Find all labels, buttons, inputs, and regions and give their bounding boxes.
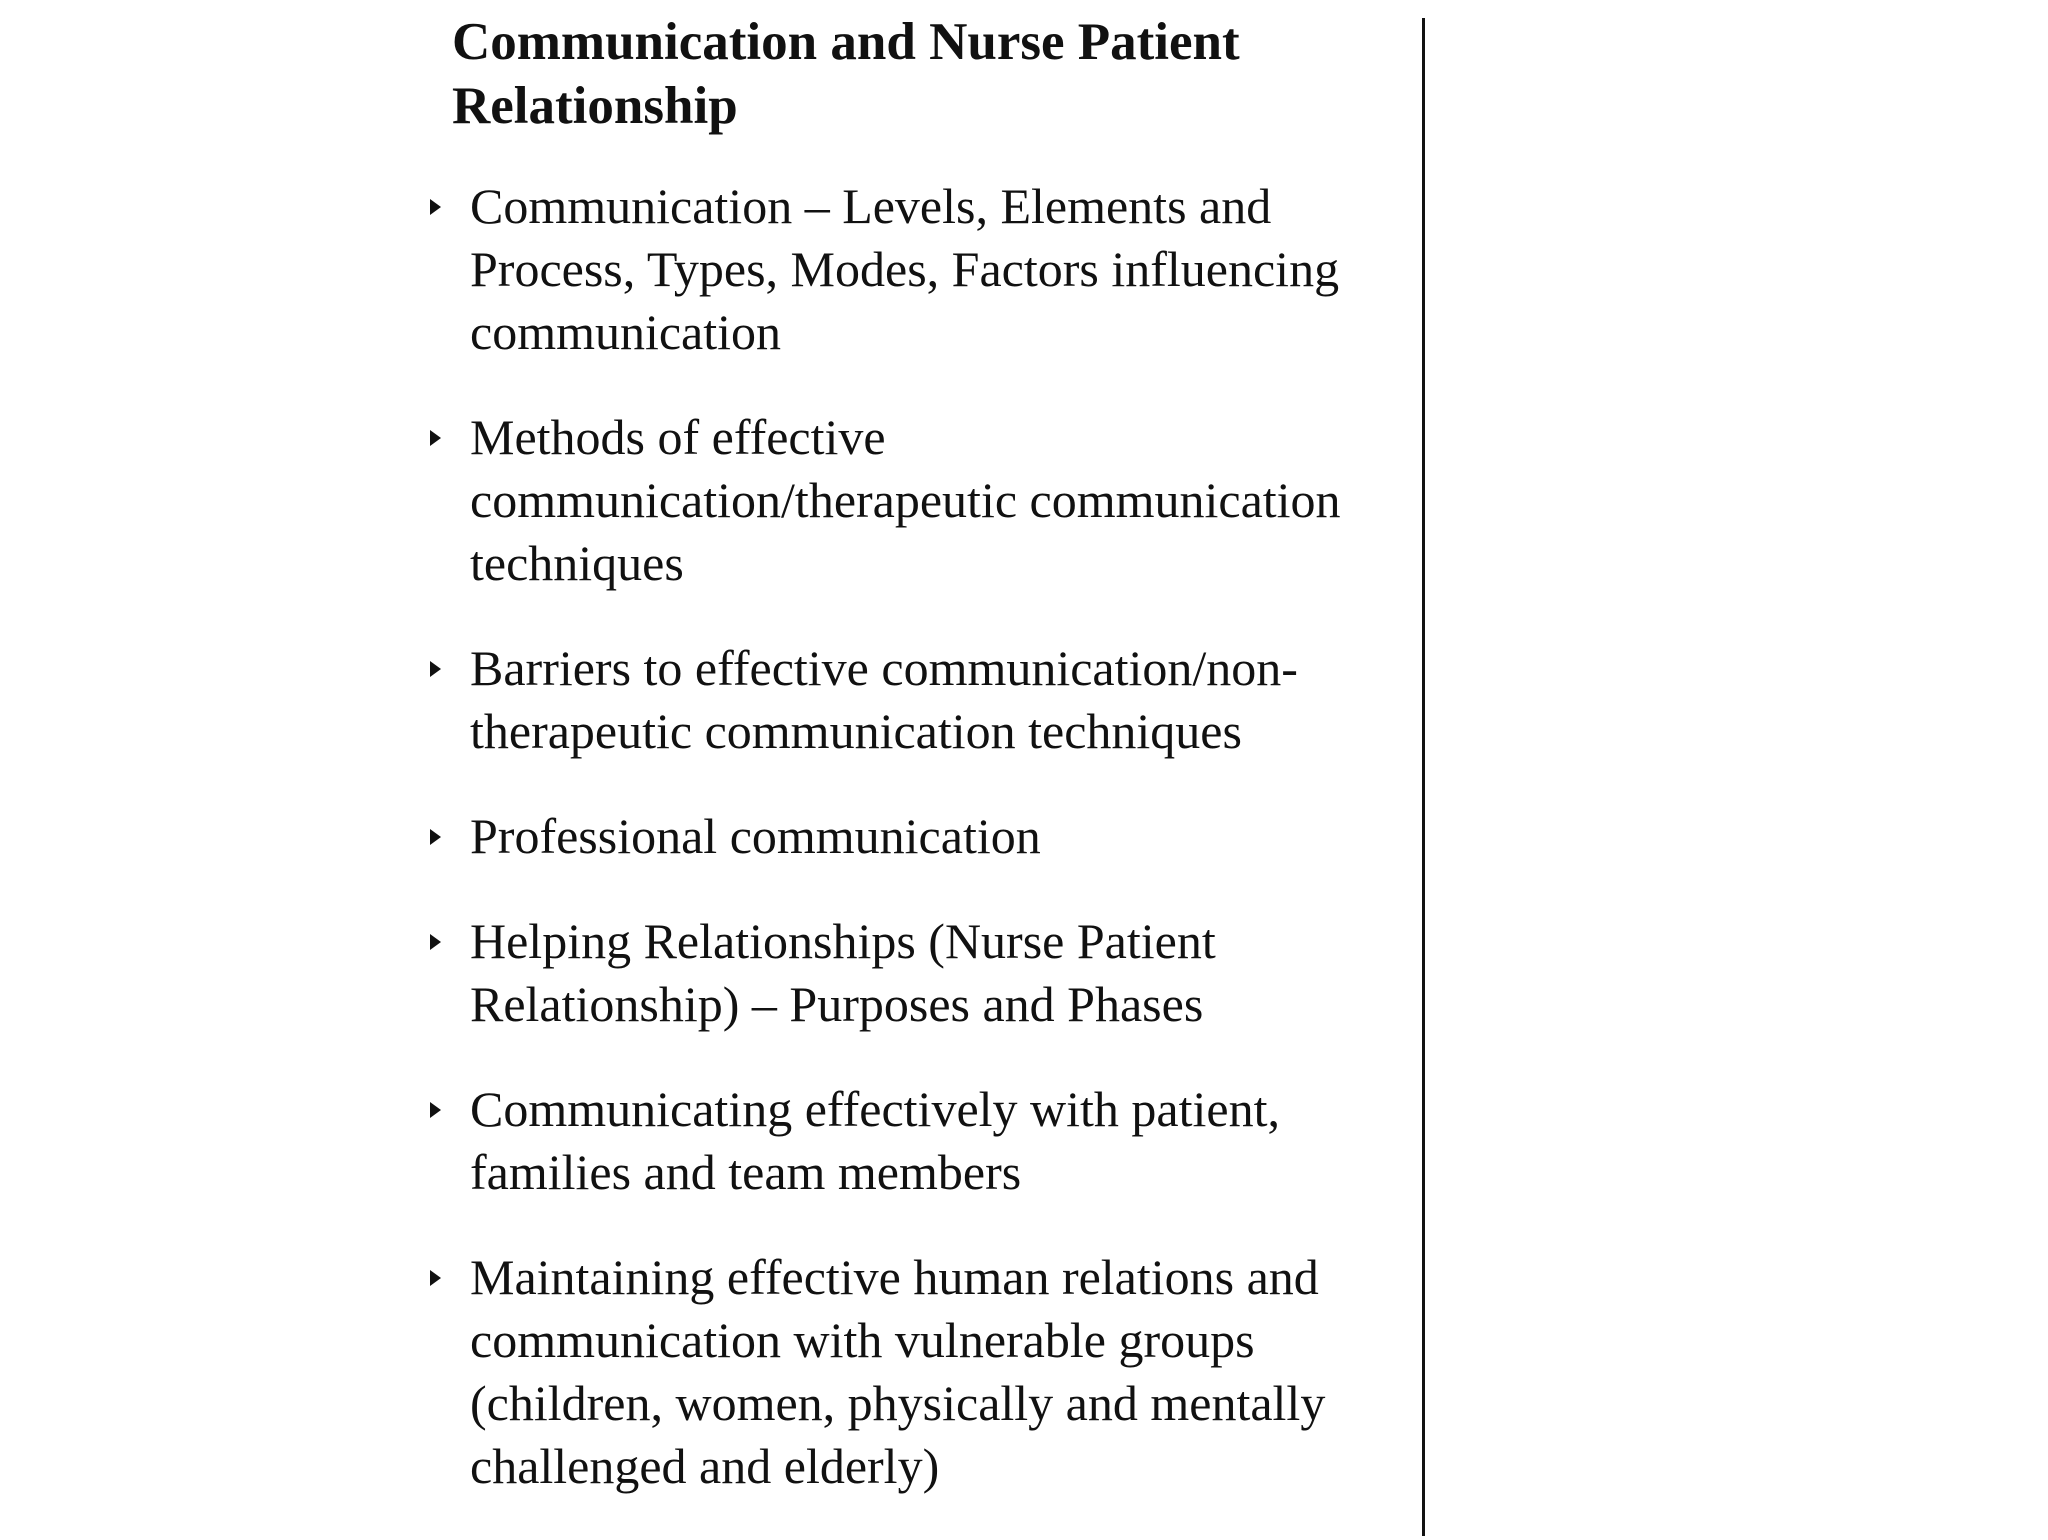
list-item: [430, 1246, 1420, 1498]
list-item-text: Barriers to effective communication/non-therapeutic communication techniques: [470, 640, 1298, 759]
column-divider: [1422, 18, 1425, 1536]
list-item: [430, 910, 1420, 1036]
list-item-text: Communicating effectively with patient, families and team members: [470, 1081, 1280, 1200]
section-heading: Communication and Nurse Patient Relationship: [452, 13, 1240, 135]
bullet-icon: [430, 430, 441, 446]
bullet-icon: [430, 1102, 441, 1118]
bullet-icon: [430, 661, 441, 677]
list-item: [430, 637, 1420, 763]
list-item-text: Helping Relationships (Nurse Patient Relationship) – Purposes and Phases: [470, 913, 1216, 1032]
list-item-text: Methods of effective communication/therapeutic communication techniques: [470, 409, 1341, 591]
list-item-text: Maintaining effective human relations and communication with vulnerable groups (children, women, physically and mentally challenged and elderly): [470, 1249, 1326, 1494]
bullet-icon: [430, 199, 441, 215]
list-item: [430, 1078, 1420, 1204]
list-item: [430, 175, 1420, 364]
bullet-icon: [430, 1270, 441, 1286]
list-item-text: Communication – Levels, Elements and Process, Types, Modes, Factors influencing communication: [470, 178, 1340, 360]
bullet-icon: [430, 829, 441, 845]
list-item: [430, 805, 1420, 868]
bullet-icon: [430, 934, 441, 950]
topic-list: [430, 175, 1420, 1540]
list-item-text: Professional communication: [470, 808, 1041, 864]
list-item: [430, 406, 1420, 595]
